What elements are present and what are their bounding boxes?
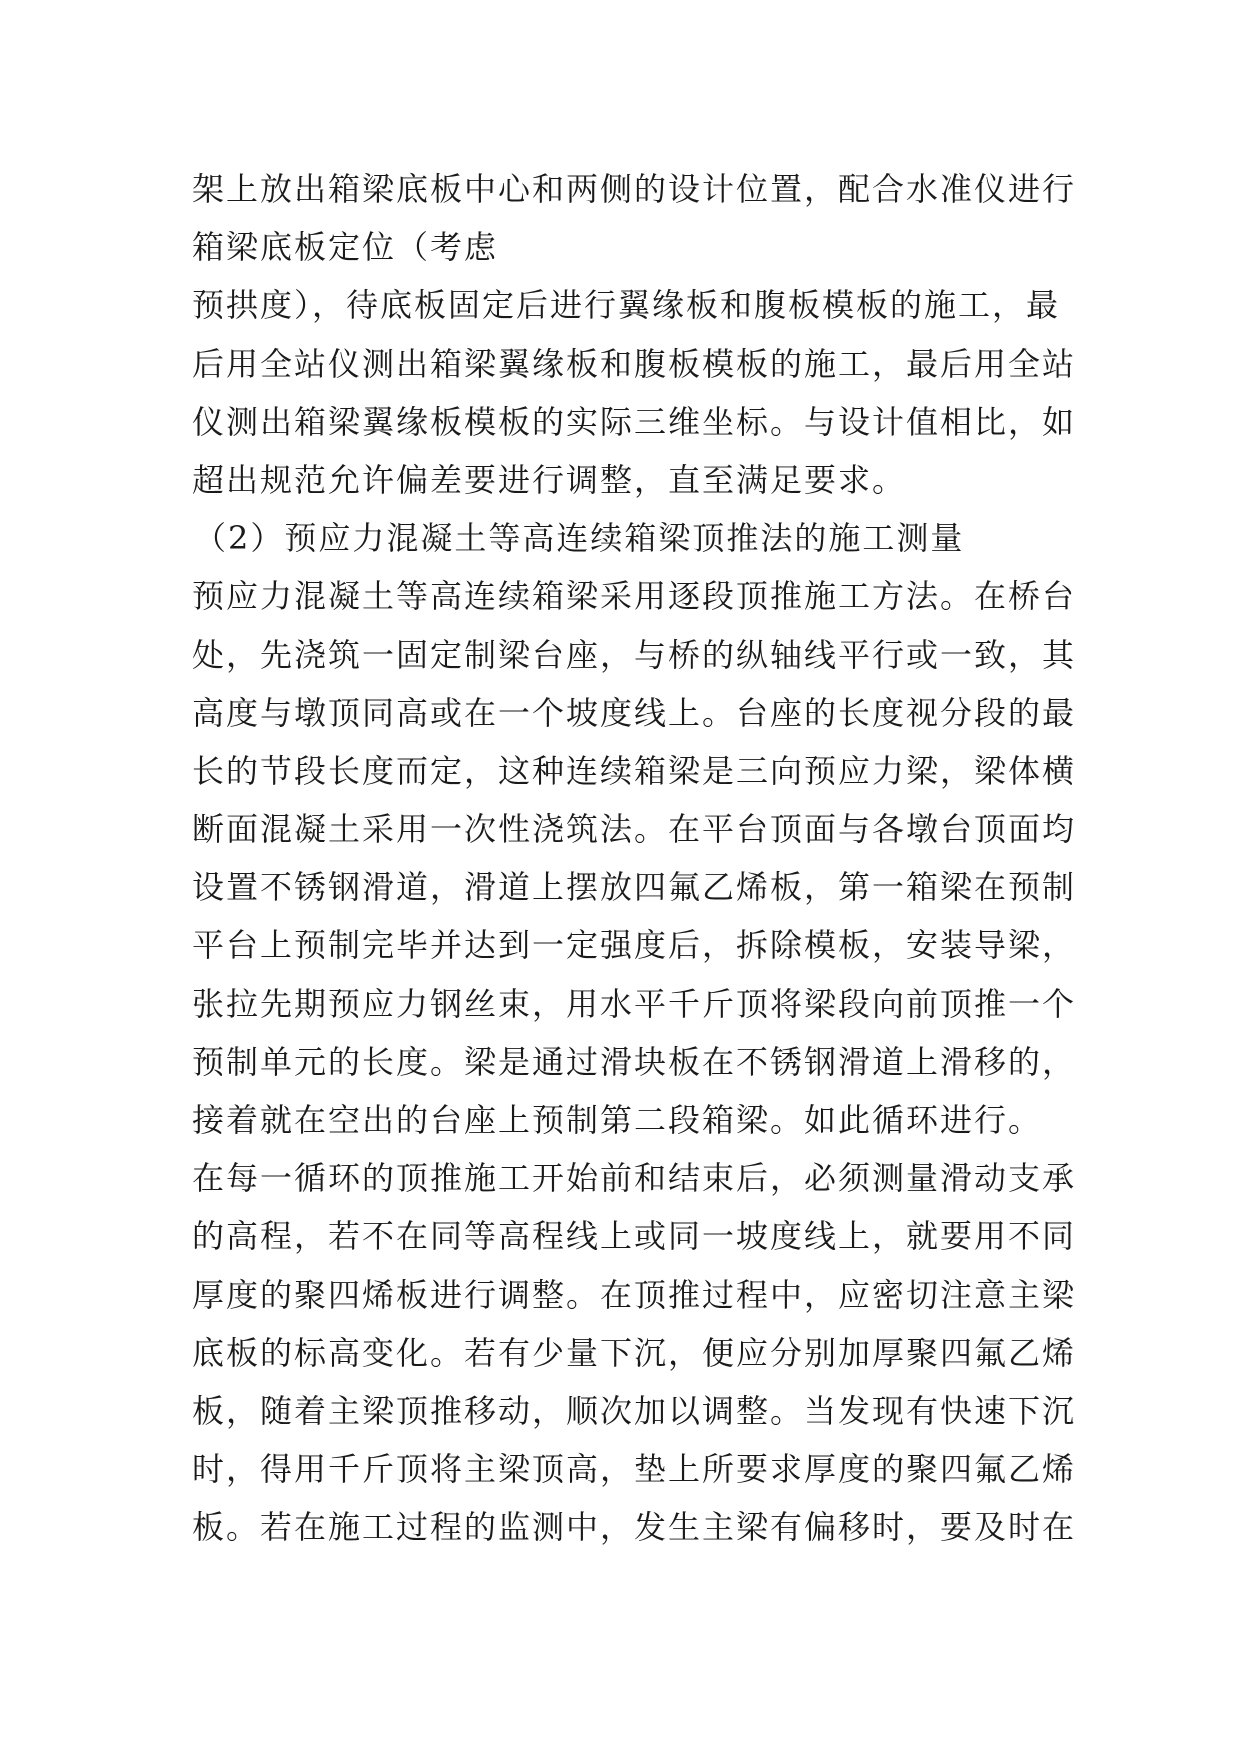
text-line: 预制单元的长度。梁是通过滑块板在不锈钢滑道上滑移的， xyxy=(192,1042,1077,1081)
text-line: 高度与墩顶同高或在一个坡度线上。台座的长度视分段的最 xyxy=(192,693,1077,732)
text-line: 张拉先期预应力钢丝束，用水平千斤顶将梁段向前顶推一个 xyxy=(192,984,1077,1023)
text-line: 时，得用千斤顶将主梁顶高，垫上所要求厚度的聚四氟乙烯 xyxy=(192,1450,1077,1489)
text-line: 在每一循环的顶推施工开始前和结束后，必须测量滑动支承 xyxy=(192,1159,1077,1198)
text-line: 超出规范允许偏差要进行调整，直至满足要求。 xyxy=(192,460,907,499)
text-line: 的高程，若不在同等高程线上或同一坡度线上，就要用不同 xyxy=(192,1217,1077,1256)
text-line: 厚度的聚四烯板进行调整。在顶推过程中，应密切注意主梁 xyxy=(192,1275,1077,1314)
text-line: 后用全站仪测出箱梁翼缘板和腹板模板的施工，最后用全站 xyxy=(192,344,1077,383)
section-heading: （2）预应力混凝土等高连续箱梁顶推法的施工测量 xyxy=(194,519,965,558)
text-line: 预拱度），待底板固定后进行翼缘板和腹板模板的施工，最 xyxy=(192,286,1061,325)
text-line: 平台上预制完毕并达到一定强度后，拆除模板，安装导梁， xyxy=(192,926,1077,965)
text-line: 底板的标高变化。若有少量下沉，便应分别加厚聚四氟乙烯 xyxy=(192,1333,1077,1372)
text-line: 架上放出箱梁底板中心和两侧的设计位置，配合水准仪进行 xyxy=(192,170,1077,208)
text-line: 箱梁底板定位（考虑 xyxy=(192,228,499,267)
text-line: 断面混凝土采用一次性浇筑法。在平台顶面与各墩台顶面均 xyxy=(192,810,1077,849)
document-body xyxy=(192,160,1077,1557)
text-line: 板。若在施工过程的监测中，发生主梁有偏移时，要及时在 xyxy=(192,1508,1077,1547)
text-line: 接着就在空出的台座上预制第二段箱梁。如此循环进行。 xyxy=(192,1101,1043,1139)
text-line: 处，先浇筑一固定制梁台座，与桥的纵轴线平行或一致，其 xyxy=(192,635,1077,674)
text-line: 设置不锈钢滑道，滑道上摆放四氟乙烯板，第一箱梁在预制 xyxy=(192,868,1077,907)
text-line: 板，随着主梁顶推移动，顺次加以调整。当发现有快速下沉 xyxy=(192,1391,1077,1430)
text-line: 仪测出箱梁翼缘板模板的实际三维坐标。与设计值相比，如 xyxy=(192,402,1077,441)
text-line: 预应力混凝土等高连续箱梁采用逐段顶推施工方法。在桥台 xyxy=(192,577,1077,616)
text-line: 长的节段长度而定，这种连续箱梁是三向预应力梁，梁体横 xyxy=(192,751,1077,790)
